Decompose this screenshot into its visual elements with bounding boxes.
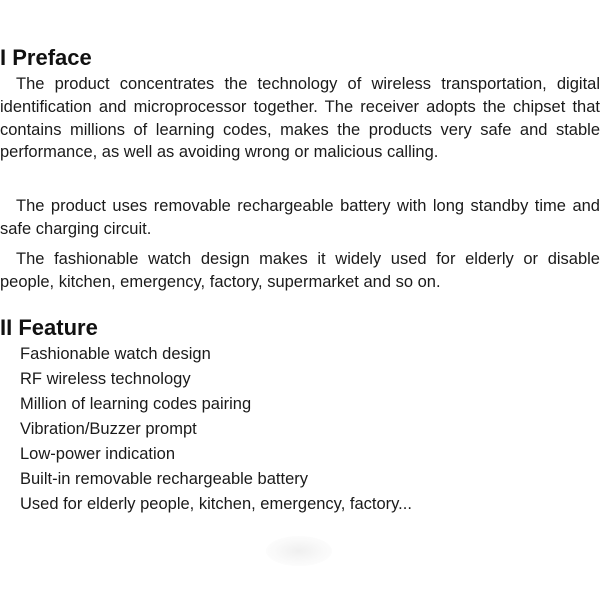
feature-item: Built-in removable rechargeable battery: [20, 470, 308, 488]
feature-item: Fashionable watch design: [20, 345, 211, 363]
preface-paragraph-1: The product concentrates the technology of wireless transportation, digital identification and microprocessor together. The receiver adopts the chipset that contains millions of learning codes, makes the products very safe and stable performance, as well as avoiding wrong or malicious calling.: [0, 75, 600, 162]
feature-item: RF wireless technology: [20, 370, 191, 388]
preface-paragraph-2: The product uses removable rechargeable battery with long standby time and safe charging circuit.: [0, 197, 600, 238]
feature-item: Million of learning codes pairing: [20, 395, 252, 413]
feature-heading: II Feature: [0, 315, 98, 340]
scan-glare: [266, 536, 332, 566]
preface-paragraph-3: The fashionable watch design makes it widely used for elderly or disable people, kitchen, emergency, factory, supermarket and so on.: [0, 250, 600, 291]
feature-item: Used for elderly people, kitchen, emergency, factory...: [20, 495, 412, 513]
preface-heading: I Preface: [0, 45, 92, 70]
feature-item: Vibration/Buzzer prompt: [20, 420, 197, 438]
feature-item: Low-power indication: [20, 445, 176, 463]
feature-list: [20, 342, 412, 517]
